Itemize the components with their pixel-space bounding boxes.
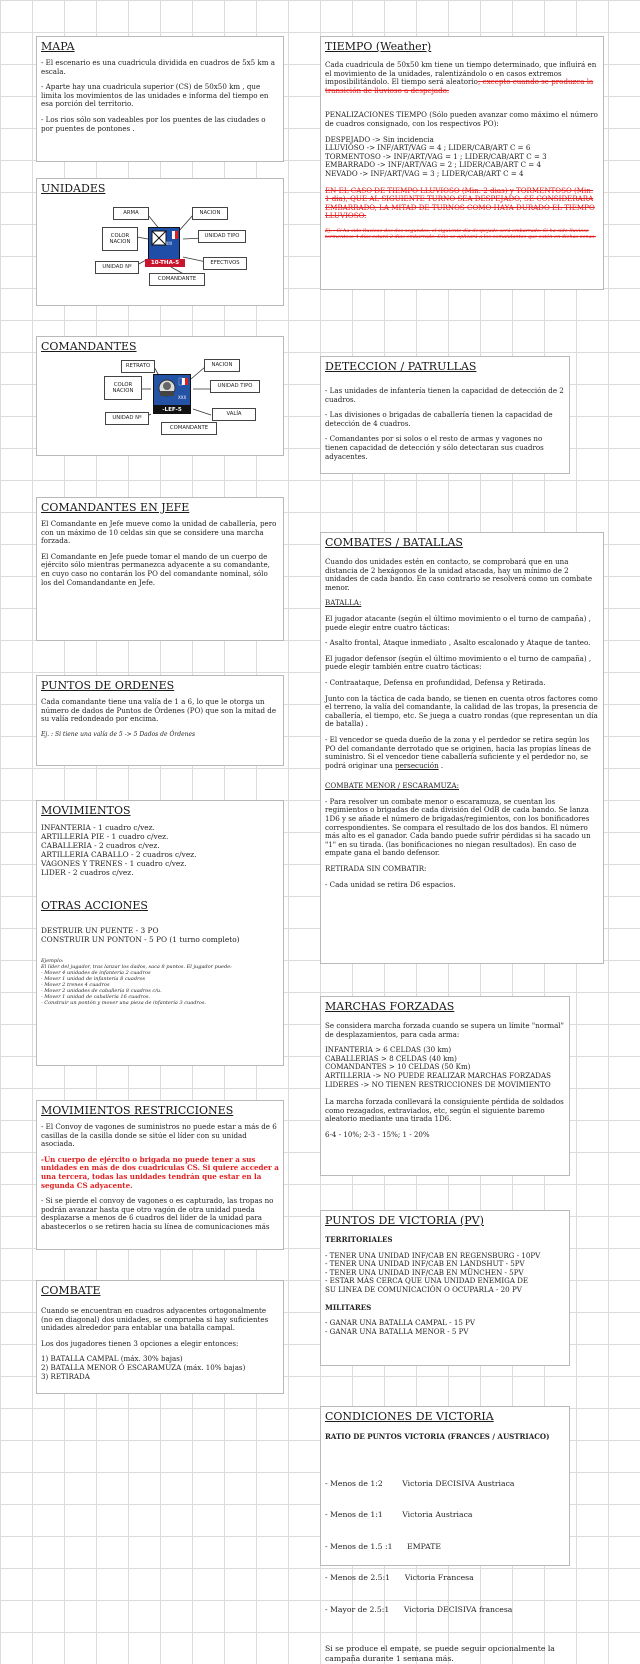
list-item: - TENER UNA UNIDAD INF/CAB EN REGENSBURG - 10PV xyxy=(325,1250,541,1260)
list-item: - Menos de 1:1 Victoria Austriaca xyxy=(325,1510,473,1520)
struck-text: , excepto cuando se produzca la transición de lluvioso a despejado. xyxy=(325,77,594,95)
paragraph: - Si se pierde el convoy de vagones o es capturado, las tropas no podrán avanzar hasta que otro vagón de otra unidad pueda desplazarse a menos de 6 cuadros del líder de la unidad para abastecerlos o se retiren hacia su línea de comunicaciones más xyxy=(41,1196,274,1231)
panel-mapa xyxy=(36,36,284,162)
list-item: - TENER UNA UNIDAD INF/CAB EN LANDSHUT - 5PV xyxy=(325,1259,525,1269)
paragraph: Cada comandante tiene una valía de 1 a 6, lo que le otorga un número de dados de Puntos de Órdenes (PO) que son la mitad de su valía redondeado por encima. xyxy=(41,697,277,724)
panel-comandantes xyxy=(36,336,284,456)
paragraph: - El Convoy de vagones de suministros no puede estar a más de 6 casillas de la casilla donde se sitúe el líder con su unidad asociada. xyxy=(41,1122,277,1149)
label-valia: VALÍA xyxy=(212,408,256,421)
label-comandante: COMANDANTE xyxy=(149,273,205,286)
list-item: DESTRUIR UN PUENTE - 3 PO xyxy=(41,926,159,935)
example-line: - Mover 1 unidad de infantería 8 cuadros xyxy=(41,976,146,982)
list-item: DESPEJADO -> Sin incidencia xyxy=(325,134,434,144)
list-item: - Menos de 1.5 :1 EMPATE xyxy=(325,1541,441,1551)
panel-title: PUNTOS DE ORDENES xyxy=(41,679,175,692)
warning-paragraph: -Un cuerpo de ejército o brigada no puede tener a sus unidades en más de dos cuadriculas CS. Si quiere acceder a una tercera, todas las unidades tendrán que estar en la segunda CS adyacente. xyxy=(41,1154,279,1190)
list-item: LIDER - 2 cuadros c/vez. xyxy=(41,868,134,877)
paragraph: - Las divisiones o brigadas de caballería tienen la capacidad de detección de 4 cuadros. xyxy=(325,410,553,428)
paragraph: - Para resolver un combate menor o escaramuza, se cuentan los regimientos o brigadas de cada división del OdB de cada bando. Se lanza 1D6 y se añade el número de brigadas/regimientos, con los bonificadores correspondientes. Se compara el resultado de los dos bandos. El número más alto es el ganador. Cada bando puede sufrir pérdidas si ha sacado un "1" en su tirada. (las bonificaciones no niegan resultados). En caso de empate gana el bando defensor. xyxy=(325,796,591,858)
unit-diagram xyxy=(41,201,279,301)
list-item: VAGONES Y TRENES - 1 cuadro c/vez. xyxy=(41,859,187,868)
label-unidad-tipo: UNIDAD TIPO xyxy=(198,230,246,243)
panel-title: PUNTOS DE VICTORIA (PV) xyxy=(325,1214,484,1227)
paragraph: El jugador atacante (según el último movimiento o el turno de campaña) , puede elegir entre cuatro tácticas: xyxy=(325,613,591,632)
combat-options xyxy=(41,1355,279,1381)
weather-intro: Cada cuadricula de 50x50 km tiene un tiempo determinado, que influirá en el movimiento de la unidades, ralentizándolo o en casos extremos imposibilitándolo. El tiempo será aleatorio xyxy=(325,60,597,87)
unit-size-label: XXX xyxy=(178,395,187,400)
paragraph: - Las unidades de infantería tienen la capacidad de detección de 2 cuadros. xyxy=(325,386,564,404)
list-item: CABALLERIAS > 8 CELDAS (40 km) xyxy=(325,1053,457,1063)
list-item: - Menos de 1:2 Victoria DECISIVA Austriaca xyxy=(325,1478,515,1488)
paragraph: Si se produce el empate, se puede seguir opcionalmente la campaña durante 1 semana más. xyxy=(325,1644,555,1664)
list-item: TORMENTOSO -> INF/ART/VAG = 1 ; LIDER/CAB/ART C = 3 xyxy=(325,151,547,161)
panel-comandantes-jefe xyxy=(36,497,284,641)
label-nacion: NACION xyxy=(204,359,240,372)
panel-puntos-victoria xyxy=(320,1210,570,1366)
panel-title: MOVIMIENTOS xyxy=(41,804,131,817)
panel-movimientos xyxy=(36,800,284,1066)
paragraph: - Contraataque, Defensa en profundidad, Defensa y Retirada. xyxy=(325,677,546,687)
actions-list xyxy=(41,926,279,944)
example-block xyxy=(41,958,279,1006)
list-item: - GANAR UNA BATALLA CAMPAL - 15 PV xyxy=(325,1318,475,1328)
panel-title: COMANDANTES xyxy=(41,340,137,353)
paragraph: - Asalto frontal, Ataque inmediato , Asalto escalonado y Ataque de tanteo. xyxy=(325,638,591,648)
list-item: SU LINEA DE COMUNICACIÓN O OCUPARLA - 20 PV xyxy=(325,1284,522,1294)
subheading-territoriales: TERRITORIALES xyxy=(325,1235,393,1244)
military-list xyxy=(325,1319,565,1336)
panel-title: COMBATE xyxy=(41,1284,101,1297)
paragraph: El jugador defensor (según el último movimiento o el turno de campaña) , puede elegir también entre cuatro tácticas: xyxy=(325,653,592,672)
list-item: NEVADO -> INF/ART/VAG = 3 ; LIDER/CAB/ART C = 4 xyxy=(325,168,524,178)
struck-example: Ej. : Si ha sido lluvioso dos dos segundos, el siguiente día despejado será embarrado. Si ha sido lluvioso tormentoso 4 días estará 2 días embarrado. Sólo se aplicará a los comandantes que estén en dichas zonas. xyxy=(325,227,596,241)
list-item: - Menos de 2.5:1 Victoria Francesa xyxy=(325,1573,474,1583)
list-item: ARTILLERIA CABALLO - 2 cuadros c/vez. xyxy=(41,850,197,859)
unit-code-label: 10-THA-5 xyxy=(145,259,185,267)
list-item: COMANDANTES > 10 CELDAS (50 Km) xyxy=(325,1062,471,1072)
example-line: El líder del jugador, tras lanzar los dados, saca 8 puntos. El jugador puede: xyxy=(41,964,232,970)
list-item: 2) BATALLA MENOR Ó ESCARAMUZA (máx. 10% bajas) xyxy=(41,1362,246,1372)
list-item: CABALLERIA - 2 cuadros c/vez. xyxy=(41,841,160,850)
label-arma: ARMA xyxy=(113,207,149,220)
paragraph: Se considera marcha forzada cuando se supera un límite "normal" de desplazamientos, para cada arma: xyxy=(325,1021,564,1039)
paragraph: - El escenario es una cuadricula dividida en cuadros de 5x5 km a escala. xyxy=(41,58,275,76)
paragraph: Los dos jugadores tienen 3 opciones a elegir entonces: xyxy=(41,1338,239,1348)
panel-deteccion xyxy=(320,356,570,474)
section-title-otras-acciones: OTRAS ACCIONES xyxy=(41,899,148,912)
paragraph: El Comandante en Jefe mueve como la unidad de caballería, pero con un máximo de 10 celdas sin que se considere una marcha forzada. xyxy=(41,519,277,546)
subheading-retirada: RETIRADA SIN COMBATIR: xyxy=(325,864,427,874)
example-line: - Mover 2 unidades de caballería 8 cuadros c/u. xyxy=(41,988,162,994)
list-item: 1) BATALLA CAMPAL (máx. 30% bajas) xyxy=(41,1354,183,1364)
panel-title: DETECCION / PATRULLAS xyxy=(325,360,477,373)
panel-title: COMANDANTES EN JEFE xyxy=(41,501,190,514)
panel-combate xyxy=(36,1280,284,1394)
list-item: INFANTERIA - 1 cuadro c/vez. xyxy=(41,823,155,832)
unit-counter xyxy=(148,227,180,261)
panel-unidades xyxy=(36,178,284,306)
list-item: EMBARRADO -> INF/ART/VAG = 2 ; LIDER/CAB/ART C = 4 xyxy=(325,160,541,170)
panel-tiempo xyxy=(320,36,604,290)
commander-portrait-icon xyxy=(155,376,191,406)
list-item: ARTILLERIA -> NO PUEDE REALIZAR MARCHAS FORZADAS xyxy=(325,1070,551,1080)
weather-penalties xyxy=(325,136,599,179)
panel-title: UNIDADES xyxy=(41,182,106,195)
list-item: LIDERES -> NO TIENEN RESTRICCIONES DE MOVIMIENTO xyxy=(325,1079,551,1089)
paragraph xyxy=(325,61,599,95)
pursuit-text: - El vencedor se queda dueño de la zona y el perdedor se retira según los PO del comandante derrotado que se originen, hacia las propias líneas de suministro. Si el vencedor tiene caballería suficiente y el perdedor no, se podrá originar una xyxy=(325,734,591,770)
panel-condiciones xyxy=(320,1406,570,1664)
paragraph: El Comandante en Jefe puede tomar el mando de un cuerpo de ejército sólo mientras permanezca adyacente a su comandante, en cuyo caso no contarán los PO del comandante nominal, sólo los del Comandandante en Jefe. xyxy=(41,551,270,587)
example-line: - Mover 1 unidad de caballería 16 cuadros. xyxy=(41,994,151,1000)
label-efectivos: EFECTIVOS xyxy=(203,257,247,270)
commander-code-label: -LEF-5 xyxy=(153,406,191,414)
label-retrato: RETRATO xyxy=(121,360,155,373)
example-line: - Mover 2 trenes 4 cuadros xyxy=(41,982,110,988)
commander-counter xyxy=(153,374,191,406)
subheading-batalla: BATALLA: xyxy=(325,598,362,608)
paragraph: La marcha forzada conllevará la consiguiente pérdida de soldados como rezagados, extraviados, etc, según el siguiente baremo aleatorio mediante una tirada 1D6. xyxy=(325,1097,564,1124)
subheading-combate-menor: COMBATE MENOR / ESCARAMUZA: xyxy=(325,781,460,791)
label-color-nacion: COLOR NACION xyxy=(104,376,142,400)
movement-list xyxy=(41,823,279,877)
paragraph xyxy=(325,736,599,770)
list-item: 3) RETIRADA xyxy=(41,1371,90,1381)
paragraph: Junto con la táctica de cada bando, se tienen en cuenta otros factores como el terreno, la valía del comandante, la calidad de las tropas, la presencia de caballería, el tiempo, etc. Se juega a cuatro rondas (que representan un día de batalla) . xyxy=(325,693,598,729)
pursuit-end: . xyxy=(438,760,444,770)
label-comandante: COMANDANTE xyxy=(161,422,217,435)
paragraph: - Comandantes por si solos o el resto de armas y vagones no tienen capacidad de detección y sólo detectaran sus cuadros adyacentes. xyxy=(325,434,544,461)
paragraph: 6-4 - 10%; 2-3 - 15%; 1 - 20% xyxy=(325,1129,430,1139)
panel-title: COMBATES / BATALLAS xyxy=(325,536,463,549)
pursuit-term: persecución xyxy=(395,760,439,770)
example-line: - Construir un pontón y mover una pieza de infantería 3 cuadros. xyxy=(41,1000,206,1006)
paragraph: PENALIZACIONES TIEMPO (Sólo pueden avanzar como máximo el número de cuadros consignado, con los respectivos PO): xyxy=(325,110,598,128)
panel-title: MARCHAS FORZADAS xyxy=(325,1000,455,1013)
subheading-militares: MILITARES xyxy=(325,1302,372,1312)
label-unidad-num: UNIDAD Nº xyxy=(95,261,139,274)
list-item: INFANTERIA > 6 CELDAS (30 km) xyxy=(325,1045,452,1055)
panel-marchas xyxy=(320,996,570,1176)
commander-diagram xyxy=(41,359,279,457)
list-item: CONSTRUIR UN PONTON - 5 PO (1 turno completo) xyxy=(41,935,240,944)
subheading-ratio: RATIO DE PUNTOS VICTORIA (FRANCES / AUSTRIACO) xyxy=(325,1432,550,1441)
list-item: LLUVIOSO -> INF/ART/VAG = 4 ; LIDER/CAB/ART C = 6 xyxy=(325,143,531,153)
panel-combates-batallas xyxy=(320,532,604,964)
label-nacion: NACION xyxy=(192,207,228,220)
list-item: - GANAR UNA BATALLA MENOR - 5 PV xyxy=(325,1326,469,1336)
struck-warning: EN EL CASO DE TIEMPO LLUVIOSO (Min. 2 dias) y TORMENTOSO (Min. 1 dia), QUE AL SIGUIENTE TURNO SEA DESPEJADO, SE CONSIDERARA EMBARRADO, LA MITAD DE TURNOS COMO HAYA DURADO EL TIEMPO LLUVIOSO. xyxy=(325,185,595,221)
panel-title: TIEMPO (Weather) xyxy=(325,40,432,53)
panel-title: MAPA xyxy=(41,40,75,53)
panel-puntos-ordenes xyxy=(36,675,284,766)
panel-title: MOVIMIENTOS RESTRICCIONES xyxy=(41,1104,234,1117)
label-unidad-num: UNIDAD Nº xyxy=(105,412,149,425)
paragraph: - Aparte hay una cuadricula superior (CS) de 50x50 km , que limita los movimientos de las unidades e informa del tiempo en esa porción del territorio. xyxy=(41,82,269,109)
unit-size-label: IIIII xyxy=(166,241,172,246)
list-item: ARTILLERIA PIE - 1 cuadro c/vez. xyxy=(41,832,169,841)
territorial-list xyxy=(325,1252,565,1295)
list-item: - TENER UNA UNIDAD INF/CAB EN MÜNCHEN - 5PV xyxy=(325,1267,524,1277)
list-item: - Mayor de 2.5:1 Victoria DECISIVA francesa xyxy=(325,1604,513,1614)
label-unidad-tipo: UNIDAD TIPO xyxy=(210,380,260,393)
paragraph: Cuando dos unidades estén en contacto, se comprobará que en una distancia de 2 hexágonos de la unidad atacada, hay un mínimo de 2 unidades de cada bando. En caso contrario se resolverá como un combate menor. xyxy=(325,557,593,592)
victory-ratio-list xyxy=(325,1458,565,1637)
paragraph: - Los rios sólo son vadeables por los puentes de las ciudades o por puentes de pontones . xyxy=(41,114,266,133)
list-item: - ESTAR MÁS CERCA QUE UNA UNIDAD ENEMIGA DE xyxy=(325,1276,529,1286)
example-line: - Mover 4 unidades de infantería 2 cuadros xyxy=(41,970,151,976)
panel-mov-restricciones xyxy=(36,1100,284,1250)
example-text: Ej. : Si tiene una valía de 5 -> 5 Dados de Órdenes xyxy=(41,730,196,738)
example-line: Ejemplo: xyxy=(41,958,64,964)
paragraph: Cuando se encuentran en cuadros adyacentes ortogonalmente (no en diagonal) dos unidades, se comprueba si hay suficientes unidades alrededor para entablar una batalla campal. xyxy=(41,1306,269,1333)
panel-title: CONDICIONES DE VICTORIA xyxy=(325,1410,494,1423)
label-color-nacion: COLOR NACION xyxy=(102,227,138,251)
forced-march-list xyxy=(325,1046,565,1089)
paragraph: - Cada unidad se retira D6 espacios. xyxy=(325,879,456,889)
